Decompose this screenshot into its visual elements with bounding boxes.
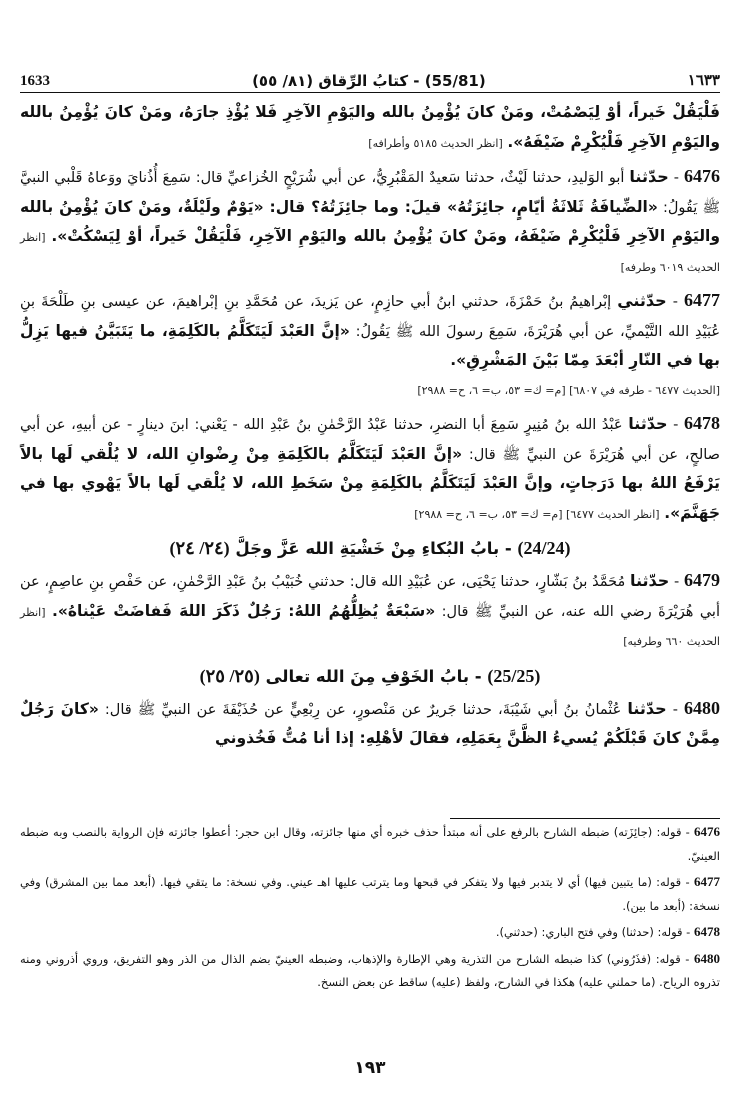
hadith-sanad: إبْراهيمُ بنُ حَمْزَةَ، حدثني ابنُ أبي حازِمٍ، عن يَزيدَ، عن مُحَمَّدِ بنِ إبْراهيمَ، عن عيسى بنِ طَلْحَةَ بنِ عُبَيْدِ الله التَّيْميِّ، عن أبي هُرَيْرَةَ، سَمِعَ رسولَ الله ﷺ يَقُولُ: [20,294,720,340]
header-divider [20,92,720,93]
page-footer-number: ١٩٣ [354,1058,386,1078]
continuation-text: فَلْيَقُلْ خَيراً، أوْ لِيَصْمُتْ، ومَنْ كانَ يُؤْمِنُ بالله واليَوْمِ الآخِرِ فَلا يُؤْذِ جارَهُ، ومَنْ كانَ يُؤْمِنُ بالله واليَوْمِ الآخِرِ فَلْيُكْرِمْ ضَيْفَهُ». [20,103,720,151]
hadith-matn: «كانَ رَجُلٌ مِمَّنْ كانَ قَبْلَكُمْ يُسيءُ الظَّنَّ بِعَمَلِهِ، فقالَ لأهْلِهِ: إذا أنا مُتُّ فَخُذوني [20,699,720,747]
continuation-ref: [انظر الحديث ٥١٨٥ وأطرافه] [368,136,503,150]
footnote-number: 6476 [694,824,721,839]
footnote-number: 6480 [694,950,720,966]
hadith-number: 6478 [684,413,721,433]
chapter-heading [20,533,720,564]
hadith-number: 6480 [684,697,721,718]
footnote-text: - قوله: (فذَرُوني) كذا ضبطه الشارح من التذرية وهي الإطارة والإذهاب، وضبطه العينيّ بضم الذال من الذر وهو التفريق، وروي أذروني ومنه تذروه الرياح. (ما حملني عليه) هكذا في الشارح، ولفظ (عليه) ساقط عن بعض النسخ. [20,951,720,989]
hadith-matn: «إنَّ العَبْدَ لَيَتَكَلَّمُ بالكَلِمَةِ مِنْ رِضْوانِ الله، لا يُلْقي لَها بالاً يَرْفَعُ اللهُ بها دَرَجاتٍ، وإنَّ العَبْدَ لَيَتَكَلَّمُ بالكَلِمَةِ مِنْ سَخَطِ الله، لا يُلْقي لَها بالاً يَهْوي بها في جَهَنَّمَ». [20,444,720,522]
footnote [20,947,720,995]
hadith-sanad: عَبْدُ الله بنُ مُنِيرٍ سَمِعَ أبا النضرِ، حدثنا عَبْدُ الرَّحْمٰنِ بنُ عَبْدِ الله - يَعْني: ابنَ دينارٍ - عن أبيهِ، عن أبي صالحٍ، عن أبي هُرَيْرَةَ عن النبيِّ ﷺ قال: [20,417,720,463]
hadith-sanad: أبو الوَليدِ، حدثنا لَيْثٌ، حدثنا سَعيدٌ المَقْبُرِيُّ، عن أبي شُرَيْحٍ الخُزاعيِّ قال: سَمِعَ أُذُنايَ ووَعاهُ قَلْبي النبيَّ ﷺ يَقُولُ: [20,170,720,216]
hadith-6479: 6479 - حدّثنا مُحَمَّدُ بنُ بَشّارٍ، حدثنا يَحْيَى، عن عُبَيْدِ الله قال: حدثني خُبَيْبُ بنُ عَبْدِ الرَّحْمٰنِ، عن حَفْصِ بنِ عاصِمٍ، عن أبي هُرَيْرَةَ رضي الله عنه، عن النبيِّ ﷺ قال: «سَبْعَةٌ يُظِلُّهُمُ اللهُ: رَجُلٌ ذَكَرَ اللهَ فَفاضَتْ عَيْناهُ». [انظر الحديث ٦٦٠ وطرفيه] [20,570,721,648]
chapter-title: - بابُ البُكاءِ مِنْ خَشْيَةِ الله عَزَّ وجَلَّ [235,539,512,558]
hadith-label: حدّثنا [627,698,667,718]
chapter-heading [20,661,720,692]
footnote-number: 6477 [694,874,720,889]
hadith-number: 6477 [684,290,721,310]
hadith-ref: [انظر الحديث ٦٤٧٧] [م= ك= ٥٣، ب= ٦، ح= ٢٩٨٨] [414,507,660,521]
hadith-ref: [الحديث ٦٤٧٧ - طرفه في ٦٨٠٧] [م= ك= ٥٣، ب= ٦، ح= ٢٩٨٨] [417,383,720,397]
chapter-number-latin: (24/24) [517,538,571,558]
chapter-title: - بابُ الخَوْفِ مِنَ الله تعالى [265,666,482,686]
main-text [20,98,720,758]
footnote-divider [450,818,720,819]
chapter-number-arabic: (٢٤/ ٢٤) [169,538,230,558]
footnote [20,920,720,945]
running-title: (55/81) - كتابُ الرِّقاق (٨١/ ٥٥) [252,72,486,90]
continuation-paragraph [20,98,720,158]
hadith-sanad: عُثْمانُ بنُ أبي شَيْبَةَ، حدثنا جَريرٌ عن مَنْصورٍ، عن رِبْعِيٍّ عن حُذَيْفَةَ عن النبيِّ ﷺ قال: [104,701,622,718]
hadith-ref: [انظر الحديث ٦٦٠ وطرفيه] [20,605,720,648]
footnote-text: - قوله: (ما يتبين فيها) أي لا يتدبر فيها ولا يتفكر في قبحها وما يترتب عليها اهـ عيني. وفي نسخة: ما يتقي فيها. (أبعد مما بين المشرق) وفي نسخة: (أبعد ما بين). [20,875,720,913]
hadith-6477: 6477 - حدّثني إبْراهيمُ بنُ حَمْزَةَ، حدثني ابنُ أبي حازِمٍ، عن يَزيدَ، عن مُحَمَّدِ بنِ إبْراهيمَ، عن عيسى بنِ طَلْحَةَ بنِ عُبَيْدِ الله التَّيْميِّ، عن أبي هُرَيْرَةَ، سَمِعَ رسولَ الله ﷺ يَقُولُ: «إنَّ العَبْدَ لَيَتَكَلَّمُ بالكَلِمَةِ، ما يَتَبَيَّنُ فيها يَزِلُّ بها في النّارِ أبْعَدَ مِمّا بَيْنَ المَشْرِقِ». [الحديث ٦٤٧٧ - طرفه في ٦٨٠٧] [م= ك= ٥٣، ب= ٦، ح= ٢٩٨٨] [20,290,721,397]
page-number-arabic: ١٦٣٣ [687,73,720,89]
hadith-6478: 6478 - حدّثنا عَبْدُ الله بنُ مُنِيرٍ سَمِعَ أبا النضرِ، حدثنا عَبْدُ الرَّحْمٰنِ بنُ عَبْدِ الله - يَعْني: ابنَ دينارٍ - عن أبيهِ، عن أبي صالحٍ، عن أبي هُرَيْرَةَ عن النبيِّ ﷺ قال: «إنَّ العَبْدَ لَيَتَكَلَّمُ بالكَلِمَةِ مِنْ رِضْوانِ الله، لا يُلْقي لَها بالاً يَرْفَعُ اللهُ بها دَرَجاتٍ، وإنَّ العَبْدَ لَيَتَكَلَّمُ بالكَلِمَةِ مِنْ سَخَطِ الله، لا يُلْقي لَها بالاً يَهْوي بها في جَهَنَّمَ». [انظر الحديث ٦٤٧٧] [م= ك= ٥٣، ب= ٦، ح= ٢٩٨٨] [20,413,721,522]
hadith-number: 6479 [684,570,721,590]
hadith-label: حدّثنا [630,571,670,590]
hadith-matn: «سَبْعَةٌ يُظِلُّهُمُ اللهُ: رَجُلٌ ذَكَرَ اللهَ فَفاضَتْ عَيْناهُ». [51,601,436,620]
chapter-number-arabic: (٢٥/ ٢٥) [199,665,260,686]
hadith-label: حدّثني [617,291,667,310]
page-number-latin: 1633 [20,73,50,89]
hadith-label: حدّثنا [629,167,669,186]
hadith-6480: 6480 - حدّثنا عُثْمانُ بنُ أبي شَيْبَةَ، حدثنا جَريرٌ عن مَنْصورٍ، عن رِبْعِيٍّ عن حُذَيْفَةَ عن النبيِّ ﷺ قال: «كانَ رَجُلٌ مِمَّنْ كانَ قَبْلَكُمْ يُسيءُ الظَّنَّ بِعَمَلِهِ، فقالَ لأهْلِهِ: إذا أنا مُتُّ فَخُذوني [20,697,721,747]
page-header [20,60,720,90]
hadith-matn: «إنَّ العَبْدَ لَيَتَكَلَّمُ بالكَلِمَةِ، ما يَتَبَيَّنُ فيها يَزِلُّ بها في النّارِ أبْعَدَ مِمّا بَيْنَ المَشْرِقِ». [20,321,720,369]
hadith-sanad: مُحَمَّدُ بنُ بَشّارٍ، حدثنا يَحْيَى، عن عُبَيْدِ الله قال: حدثني خُبَيْبُ بنُ عَبْدِ الرَّحْمٰنِ، عن حَفْصِ بنِ عاصِمٍ، عن أبي هُرَيْرَةَ رضي الله عنه، عن النبيِّ ﷺ قال: [20,574,720,620]
hadith-ref: [انظر الحديث ٦٠١٩ وطرفه] [20,231,720,274]
footnote-text: - قوله: (جائِزَته) ضبطه الشارح بالرفع على أنه مبتدأ حذف خبره أي منها جائزته، وقال ابن حجر: أعطوا جائزته فإن الرواية بالنصب وبه ضبطه العينيّ. [20,825,720,863]
footnotes [20,820,720,997]
hadith-number: 6476 [684,166,720,186]
footnote [20,820,720,868]
hadith-matn: «الضِّيافَةُ ثَلاثَةُ أيّامٍ، جائِزَتُهُ» قيلَ: وما جائِزَتُهُ؟ قال: «يَوْمٌ ولَيْلَةٌ، ومَنْ كانَ يُؤْمِنُ بالله واليَوْمِ الآخِرِ فَلْيُكْرِمْ ضَيْفَهُ، ومَنْ كانَ يُؤْمِنُ بالله واليَوْمِ الآخِرِ، فَلْيَقُلْ خَيراً، أوْ لِيَسْكُتْ». [20,197,721,245]
footnote-number: 6478 [694,924,720,939]
footnote [20,870,720,918]
footnote-text: - قوله: (حدثنا) وفي فتح الباري: (حدثني). [495,925,691,939]
chapter-number-latin: (25/25) [487,665,541,686]
hadith-label: حدّثنا [628,414,668,433]
hadith-6476: 6476 - حدّثنا أبو الوَليدِ، حدثنا لَيْثٌ، حدثنا سَعيدٌ المَقْبُرِيُّ، عن أبي شُرَيْحٍ الخُزاعيِّ قال: سَمِعَ أُذُنايَ ووَعاهُ قَلْبي النبيَّ ﷺ يَقُولُ: «الضِّيافَةُ ثَلاثَةُ أيّامٍ، جائِزَتُهُ» قيلَ: وما جائِزَتُهُ؟ قال: «يَوْمٌ ولَيْلَةٌ، ومَنْ كانَ يُؤْمِنُ بالله واليَوْمِ الآخِرِ فَلْيُكْرِمْ ضَيْفَهُ، ومَنْ كانَ يُؤْمِنُ بالله واليَوْمِ الآخِرِ، فَلْيَقُلْ خَيراً، أوْ لِيَسْكُتْ». [انظر الحديث ٦٠١٩ وطرفه] [20,166,721,274]
